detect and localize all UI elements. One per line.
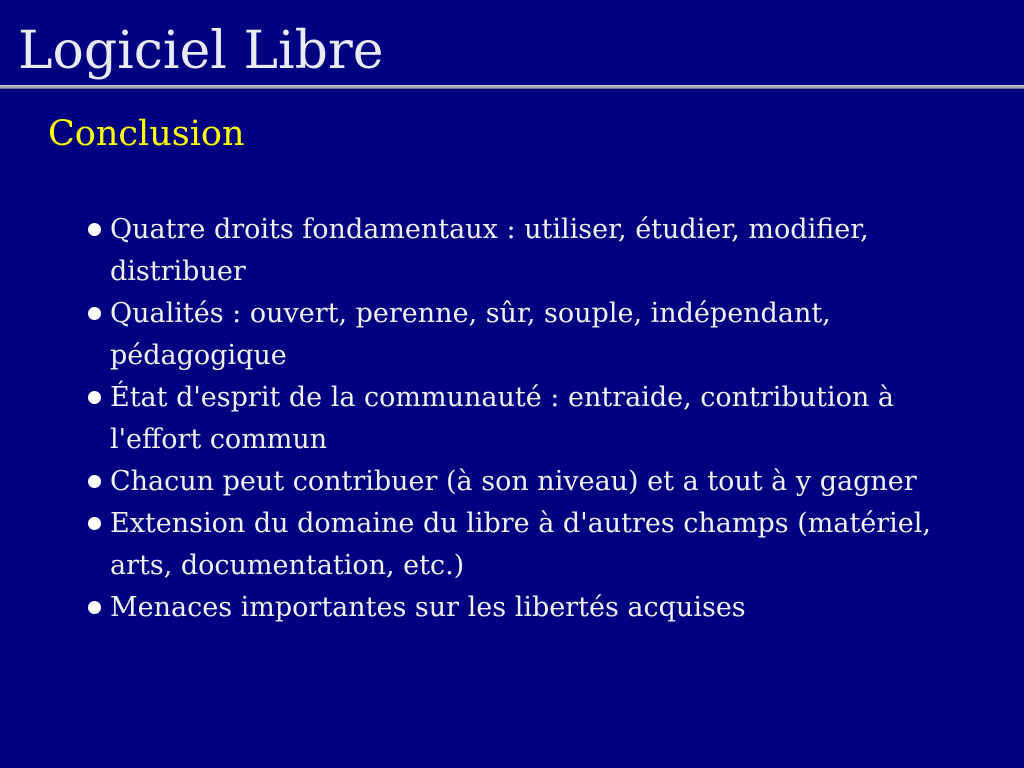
bullet-item [88,503,988,587]
bullet-text: Chacun peut contribuer (à son niveau) et a tout à y gagner [110,466,917,497]
bullet-dot-icon [88,307,101,320]
bullet-dot-icon [88,223,101,236]
bullet-text: Qualités : ouvert, perenne, sûr, souple, indépendant, pédagogique [110,298,831,371]
bullet-dot-icon [88,475,101,488]
bullet-dot-icon [88,517,101,530]
slide-subtitle: Conclusion [48,114,245,154]
bullet-item [88,377,988,461]
bullet-item [88,293,988,377]
bullet-item [88,587,988,629]
bullet-text: Quatre droits fondamentaux : utiliser, étudier, modifier, distribuer [110,214,869,287]
bullet-dot-icon [88,391,101,404]
bullet-list [88,209,988,629]
bullet-text: État d'esprit de la communauté : entraide, contribution à l'effort commun [110,382,894,455]
title-divider [0,85,1024,89]
slide-title: Logiciel Libre [18,21,384,81]
bullet-item [88,461,988,503]
bullet-text: Extension du domaine du libre à d'autres champs (matériel, arts, documentation, etc.) [110,508,932,581]
bullet-item [88,209,988,293]
bullet-dot-icon [88,601,101,614]
bullet-text: Menaces importantes sur les libertés acquises [110,592,746,623]
